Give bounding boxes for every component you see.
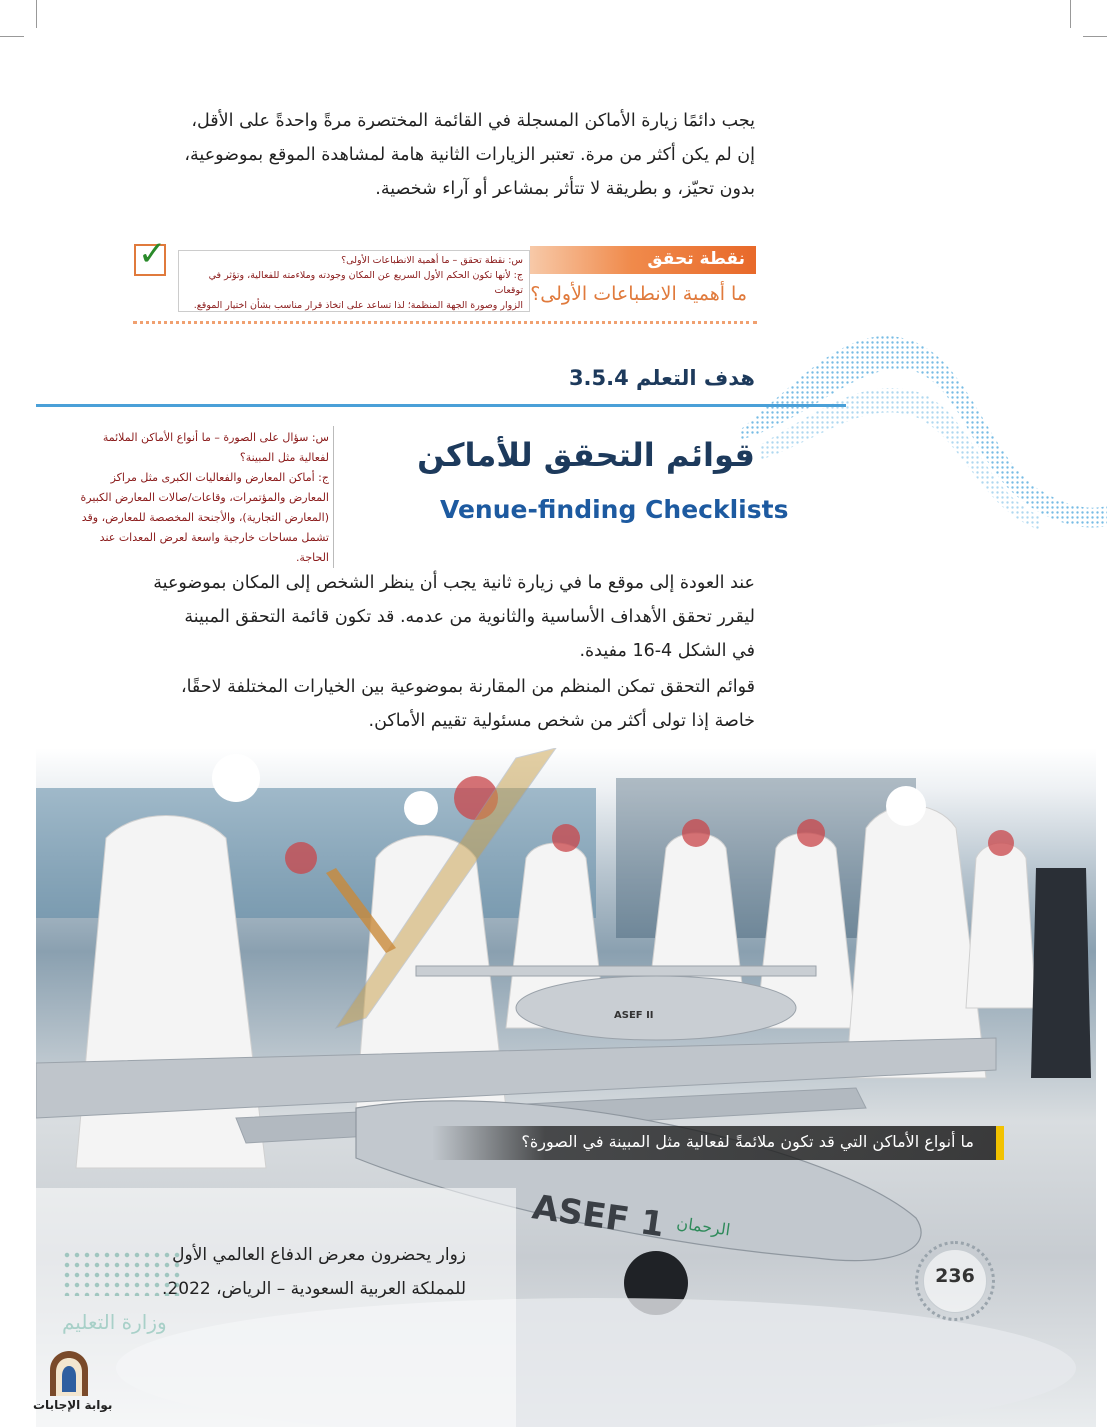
answer-line: ج: لأنها تكون الحكم الأول السريع عن المكان وجودته وملاءمته للفعالية، وتؤثر في توقعات — [208, 270, 523, 296]
exhibition-photo — [36, 748, 1096, 1427]
crop-mark — [1083, 36, 1107, 37]
section-title-english: Venue-finding Checklists — [440, 495, 789, 524]
photo-caption — [140, 1238, 466, 1306]
body-line: في الشكل 4-16 مفيدة. — [579, 641, 755, 661]
drone-label-large: ASEF 1 — [529, 1187, 667, 1246]
body-line: ليقرر تحقق الأهداف الأساسية والثانوية من عدمه. قد تكون قائمة التحقق المبينة — [184, 607, 755, 627]
portal-name: بوابة الإجابات — [33, 1398, 113, 1412]
checkpoint-question: ما أهمية الانطباعات الأولى؟ — [530, 283, 747, 305]
photo-illustration — [36, 748, 1096, 1427]
page-number: 236 — [935, 1265, 975, 1287]
answer-line: الحاجة. — [295, 551, 329, 564]
photo-question: ما أنواع الأماكن التي قد تكون ملائمةً لفعالية مثل المبينة في الصورة؟ — [521, 1132, 974, 1151]
body-paragraph-2 — [115, 670, 755, 738]
answer-line: ج: أماكن المعارض والفعاليات الكبرى مثل مراكز — [110, 471, 329, 484]
intro-line: يجب دائمًا زيارة الأماكن المسجلة في القائمة المختصرة مرةً واحدةً على الأقل، — [191, 111, 755, 131]
ministry-logo-icon — [62, 1250, 182, 1296]
answer-line: لفعالية مثل المبينة؟ — [239, 451, 329, 464]
section-title-arabic: قوائم التحقق للأماكن — [417, 436, 755, 474]
answer-line: (المعارض التجارية)، والأجنحة المخصصة للمعارض، وقد — [81, 511, 329, 524]
drone-label-small: ASEF II — [614, 1010, 654, 1021]
body-line: عند العودة إلى موقع ما في زيارة ثانية يجب أن ينظر الشخص إلى المكان بموضوعية — [153, 573, 755, 593]
checkmark-icon: ✓ — [138, 234, 167, 274]
drone-brand: الرحمان — [675, 1213, 732, 1240]
body-paragraph-1 — [115, 566, 755, 668]
checkpoint-title: نقطة تحقق — [647, 249, 745, 269]
crop-mark — [1070, 0, 1071, 28]
answer-line: تشمل مساحات خارجية واسعة لعرض المعدات عند — [99, 531, 329, 544]
answer-line: المعارض والمؤتمرات، وقاعات/صالات المعارض الكبيرة — [80, 491, 329, 504]
answer-line: س: نقطة تحقق – ما أهمية الانطباعات الأولى؟ — [341, 255, 523, 266]
portal-logo-icon — [46, 1348, 92, 1398]
checkpoint-answer — [178, 250, 530, 312]
learning-goal-label: هدف التعلم 3.5.4 — [568, 366, 755, 390]
answer-line: الزوار وصورة الجهة المنظمة؛ لذا تساعد على اتخاذ قرار مناسب بشأن اختيار الموقع. — [193, 300, 523, 311]
ministry-watermark: وزارة التعليم — [62, 1310, 167, 1334]
goal-divider — [36, 404, 846, 407]
caption-line: للمملكة العربية السعودية – الرياض، 2022. — [162, 1279, 466, 1299]
answer-line: س: سؤال على الصورة – ما أنواع الأماكن الملائمة — [102, 431, 329, 444]
intro-line: بدون تحيّز، و بطريقة لا تتأثر بمشاعر أو آراء شخصية. — [375, 179, 755, 199]
caption-line: زوار يحضرون معرض الدفاع العالمي الأول — [172, 1245, 466, 1265]
intro-line: إن لم يكن أكثر من مرة. تعتبر الزيارات الثانية هامة لمشاهدة الموقع بموضوعية، — [184, 145, 755, 165]
photo-answer-box — [66, 426, 334, 568]
wave-decoration — [740, 320, 1107, 540]
intro-paragraph — [115, 104, 755, 206]
photo-question-banner — [432, 1126, 1004, 1160]
crop-mark — [36, 0, 37, 28]
crop-mark — [0, 36, 24, 37]
dotted-divider — [133, 321, 757, 324]
body-line: قوائم التحقق تمكن المنظم من المقارنة بموضوعية بين الخيارات المختلفة لاحقًا، — [180, 677, 755, 697]
body-line: خاصة إذا تولى أكثر من شخص مسئولية تقييم الأماكن. — [368, 711, 755, 731]
